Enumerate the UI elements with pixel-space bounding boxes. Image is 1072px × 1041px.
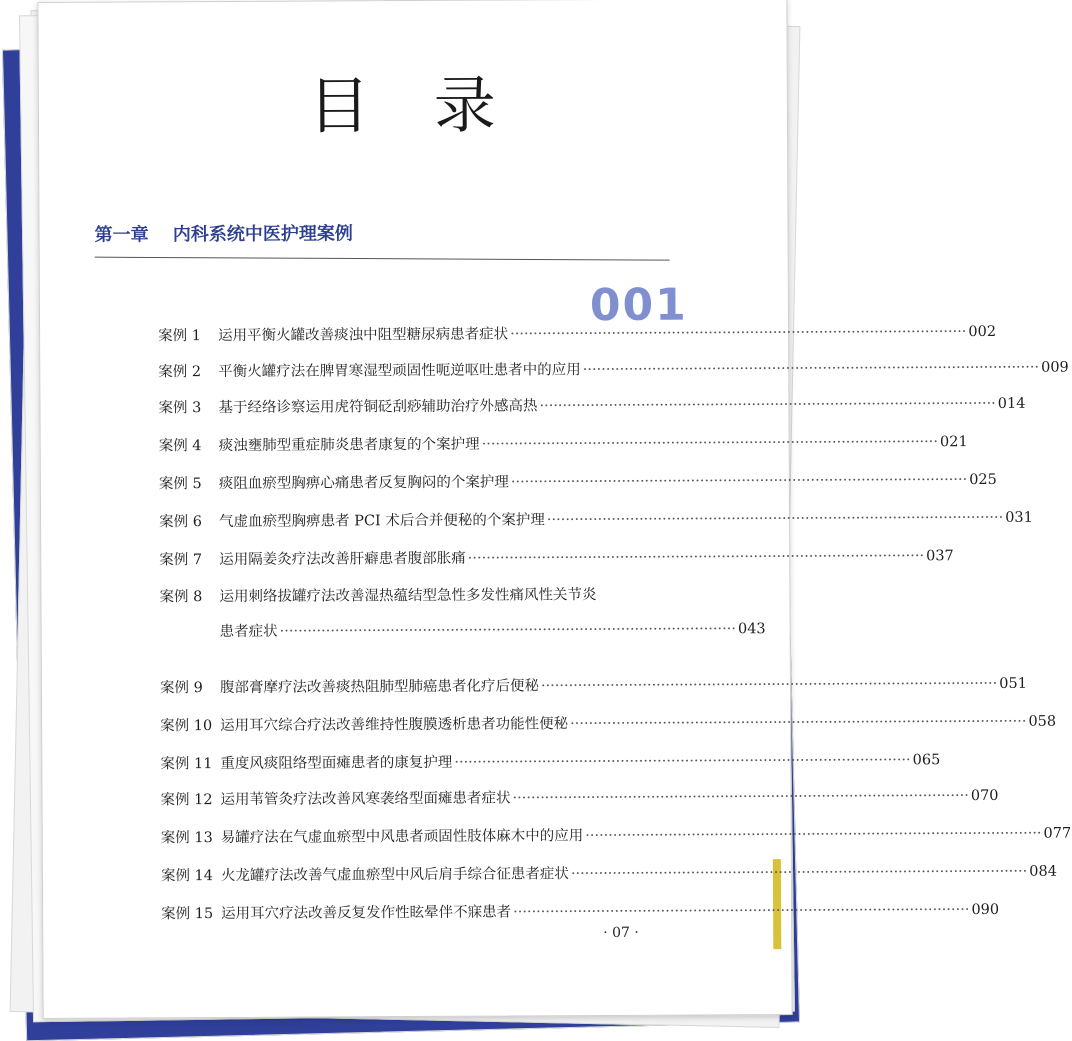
toc-entry-line	[161, 900, 1000, 924]
toc-entry[interactable]	[160, 862, 1057, 886]
toc-entry[interactable]	[161, 900, 1000, 924]
toc-entry[interactable]	[159, 508, 1033, 532]
toc-leader-dots	[280, 621, 736, 639]
toc-entry[interactable]	[160, 712, 1057, 736]
toc-entry-title: 火龙罐疗法改善气虚血瘀型中风后肩手综合征患者症状	[220, 866, 569, 885]
toc-entry-line	[158, 394, 1026, 418]
toc-leader-dots	[454, 752, 910, 770]
toc-entry-title: 腹部膏摩疗法改善痰热阻肺型肺癌患者化疗后便秘	[219, 678, 539, 697]
toc-page-number: 070	[970, 787, 999, 805]
toc-entry[interactable]	[160, 750, 941, 774]
toc-entry-title: 运用平衡火罐改善痰浊中阻型糖尿病患者症状	[218, 326, 509, 345]
toc-case-label: 案例 3	[158, 400, 202, 417]
toc-page-number: 037	[926, 548, 954, 565]
toc-leader-dots	[583, 360, 1039, 378]
toc-page-number: 021	[939, 434, 968, 451]
toc-entry-title: 气虚血瘀型胸痹患者 PCI 术后合并便秘的个案护理	[219, 512, 545, 531]
toc-entry-line	[158, 358, 1069, 382]
toc-entry[interactable]	[160, 824, 1072, 848]
toc-page-number: 025	[969, 471, 997, 489]
toc-entry-line	[160, 712, 1057, 736]
toc-case-label: 案例 15	[161, 906, 214, 923]
toc-entry[interactable]	[158, 432, 968, 456]
toc-leader-dots	[570, 714, 1026, 732]
toc-entry-line	[159, 546, 954, 570]
chapter-heading	[94, 219, 352, 246]
toc-case-label: 案例 14	[160, 868, 214, 885]
toc-entry[interactable]	[159, 674, 1027, 698]
toc-leader-dots	[541, 676, 997, 694]
page-number: · 07 ·	[603, 924, 639, 942]
toc-page-number: 090	[971, 901, 1000, 919]
page-title: 目 录	[307, 68, 518, 143]
chapter-number: 第一章	[94, 224, 149, 246]
toc-entry-line	[158, 470, 997, 494]
toc-entry-line	[160, 824, 1072, 848]
toc-entry[interactable]	[158, 470, 997, 494]
toc-entry-line	[158, 432, 968, 456]
toc-page-number: 014	[997, 395, 1026, 412]
toc-entry[interactable]	[158, 394, 1026, 418]
toc-entry-line	[160, 750, 941, 774]
toc-entry-title: 易罐疗法在气虚血瘀型中风患者顽固性肢体麻木中的应用	[220, 828, 584, 847]
toc-leader-dots	[539, 396, 995, 414]
toc-entry-title: 运用苇管灸疗法改善风寒袭络型面瘫患者症状	[220, 790, 511, 809]
toc-leader-dots	[513, 902, 969, 920]
toc-case-label: 案例 11	[160, 756, 213, 773]
toc-case-label: 案例 5	[158, 476, 202, 493]
toc-case-label: 案例 2	[158, 364, 202, 381]
toc-case-label: 案例 4	[158, 438, 202, 455]
toc-entry[interactable]	[159, 583, 766, 642]
toc-case-label: 案例 12	[160, 792, 213, 809]
toc-list	[158, 322, 1072, 924]
toc-entry[interactable]	[160, 786, 999, 810]
toc-entry-line	[160, 862, 1057, 886]
toc-page-number: 051	[999, 675, 1027, 692]
toc-page-number: 084	[1029, 863, 1057, 880]
toc-case-label: 案例 6	[159, 514, 202, 531]
toc-entry-line	[159, 508, 1033, 532]
toc-entry-title: 平衡火罐疗法在脾胃寒湿型顽固性呃逆呕吐患者中的应用	[218, 362, 581, 381]
toc-page-number: 065	[912, 752, 941, 769]
toc-entry-title: 痰浊壅肺型重症肺炎患者康复的个案护理	[218, 436, 480, 455]
toc-case-label: 案例 13	[160, 830, 213, 847]
toc-entry-line	[158, 322, 997, 346]
chapter-start-page: 001	[589, 279, 688, 332]
toc-entry[interactable]	[159, 546, 954, 570]
chapter-name: 内科系统中医护理案例	[172, 223, 353, 246]
toc-entry-title: 重度风痰阻络型面瘫患者的康复护理	[220, 754, 453, 773]
toc-page-number: 002	[968, 323, 997, 341]
toc-page-number: 043	[737, 621, 766, 638]
toc-leader-dots	[510, 324, 966, 342]
toc-case-label: 案例 8	[159, 589, 203, 606]
toc-leader-dots	[468, 548, 924, 566]
toc-entry-title-cont: 患者症状	[219, 623, 278, 641]
toc-page-number: 058	[1028, 713, 1057, 730]
toc-entry-title: 痰阻血瘀型胸痹心痛患者反复胸闷的个案护理	[218, 474, 509, 493]
toc-leader-dots	[571, 864, 1027, 882]
toc-entry-title: 运用刺络拔罐疗法改善湿热蕴结型急性多发性痛风性关节炎	[219, 587, 597, 606]
toc-case-label: 案例 1	[158, 328, 201, 345]
toc-leader-dots	[585, 826, 1041, 844]
toc-leader-dots	[512, 788, 968, 806]
toc-entry-title: 运用隔姜灸疗法改善肝癖患者腹部胀痛	[219, 550, 466, 569]
toc-leader-dots	[511, 472, 967, 490]
toc-page	[37, 0, 1072, 1019]
toc-entry-line	[160, 618, 766, 642]
toc-entry[interactable]	[158, 322, 997, 346]
toc-entry-title: 基于经络诊察运用虎符铜砭刮痧辅助治疗外感高热	[218, 398, 538, 417]
toc-leader-dots	[482, 434, 938, 452]
toc-page-number: 077	[1043, 825, 1072, 842]
toc-case-label: 案例 9	[159, 680, 203, 697]
chapter-divider	[95, 257, 670, 261]
toc-entry-line	[159, 583, 669, 607]
toc-entry-line	[160, 786, 999, 810]
toc-entry[interactable]	[158, 358, 1069, 382]
toc-page-number: 031	[1005, 509, 1033, 526]
toc-entry-title: 运用耳穴综合疗法改善维持性腹膜透析患者功能性便秘	[220, 716, 569, 735]
toc-entry-title: 运用耳穴疗法改善反复发作性眩晕伴不寐患者	[221, 904, 512, 923]
toc-entry-line	[159, 674, 1027, 698]
toc-case-label: 案例 7	[159, 552, 203, 569]
toc-leader-dots	[547, 510, 1003, 528]
toc-page-number: 009	[1041, 359, 1069, 376]
toc-case-label: 案例 10	[160, 718, 213, 735]
